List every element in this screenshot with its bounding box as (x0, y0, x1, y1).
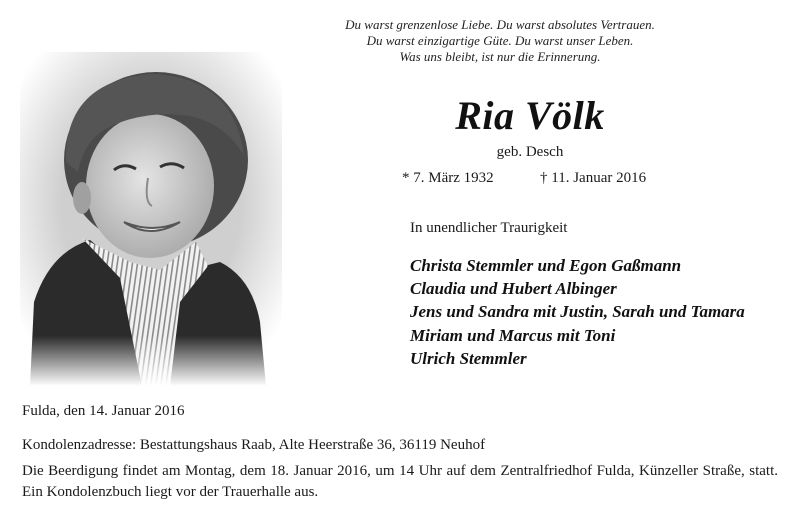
funeral-details: Die Beerdigung findet am Montag, dem 18. Januar 2016, um 14 Uhr auf dem Zentralfriedhof Fulda, Künzeller Straße, statt. Ein Kondolenzbuch liegt vor der Trauerhalle aus. (22, 463, 778, 500)
mourners-list (410, 254, 745, 370)
mourner-entry: Ulrich Stemmler (410, 348, 527, 368)
memorial-verse-line-3: Was uns bleibt, ist nur die Erinnerung. (399, 49, 601, 64)
death-date: † 11. Januar 2016 (540, 170, 647, 186)
memorial-verse-line-1: Du warst grenzenlose Liebe. Du warst absolutes Vertrauen. (345, 17, 655, 32)
portrait-photo (20, 52, 282, 386)
memorial-verse-line-2: Du warst einzigartige Güte. Du warst unser Leben. (366, 33, 634, 48)
birth-date: * 7. März 1932 (402, 170, 494, 186)
grief-line: In unendlicher Traurigkeit (410, 220, 568, 236)
deceased-name: Ria Völk (455, 93, 605, 138)
place-and-date: Fulda, den 14. Januar 2016 (22, 403, 185, 419)
mourner-entry: Miriam und Marcus mit Toni (410, 325, 616, 345)
condolence-address: Kondolenzadresse: Bestattungshaus Raab, Alte Heerstraße 36, 36119 Neuhof (22, 437, 486, 453)
maiden-name: geb. Desch (496, 144, 564, 160)
mourner-entry: Claudia und Hubert Albinger (410, 279, 617, 299)
mourner-entry: Jens und Sandra mit Justin, Sarah und Tamara (410, 302, 745, 322)
memorial-verse (300, 17, 700, 65)
mourner-entry: Christa Stemmler und Egon Gaßmann (410, 256, 682, 275)
